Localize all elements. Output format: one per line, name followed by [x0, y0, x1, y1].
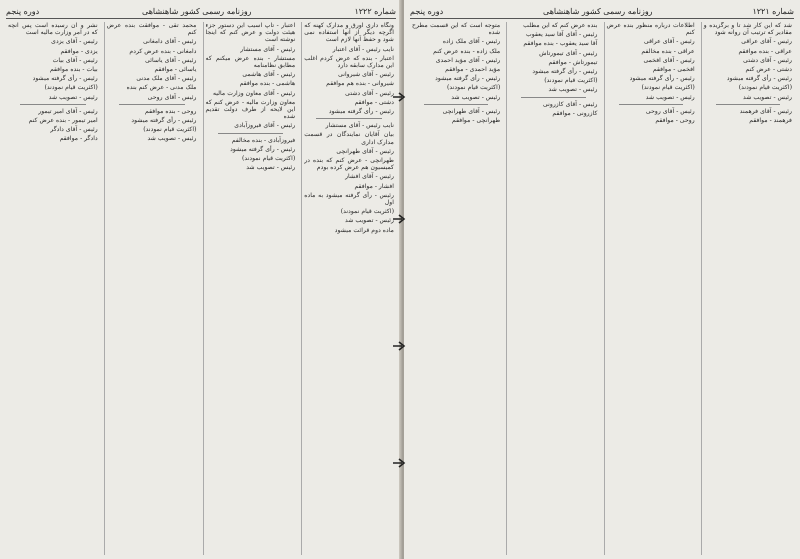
paragraph: ملک مدنی - عرض کنم بنده: [126, 84, 197, 92]
text-column: [104, 22, 199, 555]
paragraph: رئیس - تصویب شد: [147, 135, 197, 143]
paragraph: طهرانچی - موافقم: [452, 117, 501, 125]
paragraph: عراقی - بنده مخالفم: [641, 47, 695, 55]
paragraph: رئیس - رأی گرفته میشود: [32, 75, 98, 83]
paragraph: رئیس - رأی گرفته میشود: [726, 75, 792, 83]
paragraph: روحی - موافقم: [655, 117, 695, 125]
paragraph: مؤید احمدی - موافقم: [445, 66, 501, 74]
header-title: روزنامه رسمی کشور شاهنشاهی: [142, 6, 252, 16]
section-divider: [521, 97, 585, 98]
paragraph: رئیس - آقای دادگر: [50, 126, 98, 134]
paragraph: رئیس - آقای روحی: [645, 107, 695, 115]
paragraph: اعتبار - تاپ آسیب این دستور جزء هیئت دولت و عرض کنم که اینجا نوشته است: [205, 22, 296, 44]
paragraph: هاشمی - بنده موافقم: [239, 80, 296, 88]
paragraph: معاون وزارت مالیه - عرض کنم که این لایحه از طرف دولت تقدیم شده: [205, 98, 296, 121]
paragraph: متوجه است که این قسمت مطرح شده: [412, 22, 501, 37]
paragraph: (اکثریت قیام نمودند): [446, 84, 501, 92]
paragraph: محمد تقی - موافقت بنده عرض کنم: [106, 22, 197, 37]
paragraph: رئیس - آقای دامغانی: [143, 38, 197, 46]
paragraph: رئیس - تصویب شد: [345, 217, 394, 225]
binding-arrow-icon: [393, 214, 407, 224]
paragraph: تیمورتاش - موافقم: [548, 58, 598, 66]
paragraph: رئیس - آقای بیات: [52, 56, 98, 64]
paragraph: شد که این کار شد تا و برگزیده و مقادیر که ترتیب آن روانه شود: [703, 22, 792, 37]
paragraph: یاسائی - موافقم: [154, 66, 197, 74]
paragraph: رئیس - آقای فرهمند: [739, 107, 792, 115]
paragraph: نایب رئیس - آقای اعتبار: [332, 45, 394, 53]
paragraph: (اکثریت قیام نمودند): [143, 126, 197, 134]
paragraph: فرهمند - موافقم: [749, 117, 792, 125]
paragraph: اعتبار - بنده که عرض کردم اغلب این مدارک سابقه دارد: [304, 54, 394, 70]
paragraph: رئیس - آقای عراقی: [741, 38, 792, 46]
paragraph: (اکثریت قیام نمودند): [340, 208, 394, 216]
right-page: [404, 0, 800, 559]
paragraph: دشتی - موافقم: [354, 98, 394, 106]
paragraph: رئیس - آقای روحی: [147, 93, 197, 101]
paragraph: رئیس - رأی گرفته میشود به ماده اول: [304, 191, 394, 207]
section-divider: [119, 104, 185, 105]
text-column: [604, 22, 697, 555]
paragraph: روحی - بنده موافقم: [145, 107, 197, 115]
paragraph: رئیس - تصویب شد: [451, 93, 501, 101]
page-header: [6, 4, 396, 19]
text-column: [301, 22, 396, 555]
header-issue-number: شماره ۱۲۲۱: [752, 6, 794, 16]
binding-arrow-icon: [393, 341, 407, 351]
section-divider: [619, 104, 683, 105]
paragraph: کازرونی - موافقم: [552, 109, 598, 117]
paragraph: رئیس - آقای مستشار: [240, 45, 296, 53]
paragraph: رئیس - آقای تیمورتاش: [539, 49, 598, 57]
header-title: روزنامه رسمی کشور شاهنشاهی: [543, 6, 653, 16]
paragraph: شیروانی - بنده هم موافقم: [326, 80, 394, 88]
paragraph: عراقی - بنده موافقم: [738, 47, 792, 55]
section-divider: [218, 133, 284, 134]
paragraph: رئیس - رأی گرفته میشود: [328, 108, 394, 116]
paragraph: رئیس - رأی گرفته میشود: [131, 117, 197, 125]
text-column: [6, 22, 100, 555]
paragraph: رئیس - رأی گرفته میشود: [435, 75, 501, 83]
paragraph: افخمی - موافقم: [652, 66, 695, 74]
paragraph: دادگر - موافقم: [59, 135, 98, 143]
header-volume: دوره پنجم: [6, 6, 40, 16]
paragraph: رئیس - آقای یزدی: [51, 38, 98, 46]
paragraph: مستشار - بنده عرض میکنم که مطابق نظامنامه: [205, 54, 296, 70]
paragraph: رئیس - تصویب شد: [548, 86, 598, 94]
binding-arrow-icon: [393, 458, 407, 468]
paragraph: رئیس - آقای یاسائی: [145, 56, 197, 64]
paragraph: رئیس - آقای دشتی: [345, 89, 394, 97]
paragraph: رئیس - آقای هاشمی: [242, 71, 296, 79]
paragraph: ملک زاده - بنده عرض کنم: [433, 47, 501, 55]
binding-arrow-icon: [393, 92, 407, 102]
paragraph: رئیس - تصویب شد: [743, 93, 792, 101]
paragraph: رئیس - آقای افشار: [345, 173, 394, 181]
header-issue-number: شماره ۱۲۲۲: [354, 6, 396, 16]
left-page-columns: [6, 22, 396, 555]
paragraph: رئیس - آقای شیروانی: [338, 71, 394, 79]
paragraph: رئیس - آقای امیر تیمور: [38, 107, 98, 115]
paragraph: رئیس - رأی گرفته میشود: [629, 75, 695, 83]
paragraph: رئیس - تصویب شد: [246, 164, 296, 172]
paragraph: نایب رئیس - آقای مستشار: [325, 122, 394, 130]
paragraph: رئیس - آقای دشتی: [743, 56, 792, 64]
paragraph: (اکثریت قیام نمودند): [738, 84, 792, 92]
paragraph: افشار - موافقم: [354, 182, 394, 190]
section-divider: [20, 104, 86, 105]
text-column: [410, 22, 502, 555]
paragraph: (اکثریت قیام نمودند): [544, 77, 598, 85]
paragraph: ماده دوم قرائت میشود: [334, 226, 394, 234]
paragraph: (اکثریت قیام نمودند): [241, 155, 296, 163]
paragraph: (اکثریت قیام نمودند): [44, 84, 98, 92]
section-divider: [316, 118, 382, 119]
text-column: [506, 22, 599, 555]
paragraph: رئیس - آقای معاون وزارت مالیه: [212, 89, 296, 97]
paragraph: رئیس - آقای طهرانچی: [442, 107, 501, 115]
paragraph: نشر و آن رسیده است پس آنچه که در امر وزارت مالیه است: [8, 22, 98, 37]
paragraph: رئیس - آقای آقا سید یعقوب: [525, 31, 598, 39]
paragraph: بیات - بنده موافقم: [49, 66, 98, 74]
paragraph: طهرانچی - عرض کنم که بنده در کمیسیون هم عرض کرده بودم: [304, 157, 394, 172]
header-volume: دوره پنجم: [410, 6, 444, 16]
paragraph: رئیس - آقای افخمی: [643, 56, 695, 64]
paragraph: رئیس - آقای فیروزآبادی: [234, 122, 296, 130]
paragraph: رئیس - آقای ملک مدنی: [136, 75, 197, 83]
paragraph: رئیس - آقای ملک زاده: [442, 38, 501, 46]
paragraph: رئیس - آقای مؤید احمدی: [435, 56, 501, 64]
paragraph: بیان آقایان نمایندگان در قسمت مدارک اداری: [304, 131, 394, 146]
paragraph: (اکثریت قیام نمودند): [641, 84, 695, 92]
paragraph: امیر تیمور - بنده عرض کنم: [28, 117, 98, 125]
right-page-columns: [410, 22, 794, 555]
paragraph: دشتی - عرض کنم: [745, 66, 792, 74]
text-column: [701, 22, 794, 555]
paragraph: رئیس - آقای طهرانچی: [336, 147, 394, 155]
paragraph: رئیس - آقای کازرونی: [542, 100, 598, 108]
page-header: [410, 4, 794, 19]
paragraph: یزدی - موافقم: [60, 47, 98, 55]
paragraph: فیروزآبادی - بنده مخالفم: [231, 136, 296, 144]
paragraph: رئیس - رأی گرفته میشود: [230, 145, 296, 153]
paragraph: آقا سید یعقوب - بنده موافقم: [523, 40, 598, 48]
section-divider: [716, 104, 780, 105]
text-column: [203, 22, 298, 555]
paragraph: رئیس - تصویب شد: [48, 93, 98, 101]
paragraph: رئیس - تصویب شد: [645, 93, 695, 101]
section-divider: [424, 104, 488, 105]
paragraph: دامغانی - بنده عرض کردم: [129, 47, 197, 55]
paragraph: اطلاعات درباره منظور بنده عرض کنم: [606, 22, 695, 37]
paragraph: رئیس - رأی گرفته میشود: [532, 68, 598, 76]
paragraph: رئیس - آقای عراقی: [643, 38, 695, 46]
paragraph: ونگاه داری اورق و مدارک کهنه که اگرچه دیگر از آنها استفاده نمی شود و حفظ آنها لازم است: [304, 22, 394, 44]
paragraph: بنده عرض کنم که این مطلب: [523, 22, 598, 29]
